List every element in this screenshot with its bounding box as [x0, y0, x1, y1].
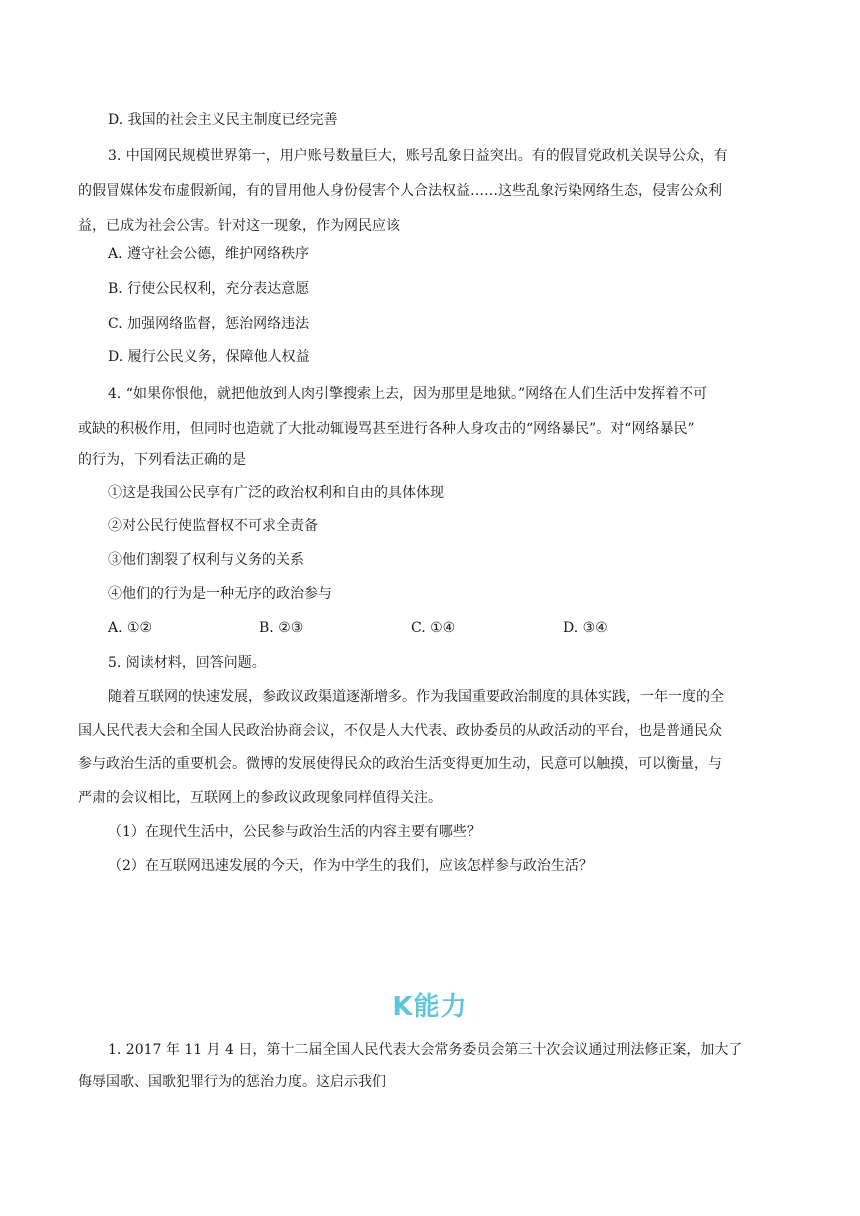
section-title: K能力 [392, 992, 468, 1022]
q3-stem-line: 3. 中国网民规模世界第一，用户账号数量巨大，账号乱象日益突出。有的假冒党政机关误导公众，有 [108, 148, 728, 164]
q3-option-d: D. 履行公民义务，保障他人权益 [108, 349, 310, 365]
k1-stem-line: 侮辱国歌、国歌犯罪行为的惩治力度。这启示我们 [78, 1074, 386, 1090]
q4-option-b: B. ②③ [259, 620, 304, 636]
q5-sub-question-2: （2）在互联网迅速发展的今天，作为中学生的我们，应该怎样参与政治生活？ [108, 858, 593, 874]
q3-option-c: C. 加强网络监督，惩治网络违法 [108, 316, 310, 332]
q4-option-d: D. ③④ [563, 620, 608, 636]
q5-sub-question-1: （1）在现代生活中，公民参与政治生活的内容主要有哪些？ [108, 824, 481, 840]
q4-option-c: C. ①④ [411, 620, 456, 636]
q3-option-a: A. 遵守社会公德，维护网络秩序 [108, 246, 310, 262]
q4-statement-2: ②对公民行使监督权不可求全责备 [108, 518, 318, 534]
q3-stem-line: 的假冒媒体发布虚假新闻，有的冒用他人身份侵害个人合法权益……这些乱象污染网络生态，侵害公众利 [78, 183, 722, 199]
q3-option-b: B. 行使公民权利，充分表达意愿 [108, 281, 310, 297]
q4-stem-line: 的行为，下列看法正确的是 [78, 452, 246, 468]
q4-statement-3: ③他们割裂了权利与义务的关系 [108, 552, 304, 568]
q5-material-line: 严肃的会议相比，互联网上的参政议政现象同样值得关注。 [78, 790, 442, 806]
q3-stem-line: 益，已成为社会公害。针对这一现象，作为网民应该 [78, 218, 400, 234]
q5-material-line: 国人民代表大会和全国人民政治协商会议，不仅是人大代表、政协委员的从政活动的平台，也是普通民众 [78, 723, 722, 739]
q5-material-line: 随着互联网的快速发展，参政议政渠道逐渐增多。作为我国重要政治制度的具体实践，一年一度的全 [108, 689, 724, 705]
q4-statement-1: ①这是我国公民享有广泛的政治权利和自由的具体体现 [108, 485, 444, 501]
option-d-text: D. 我国的社会主义民主制度已经完善 [108, 112, 338, 128]
q4-option-a: A. ①② [108, 620, 153, 636]
q5-material-line: 参与政治生活的重要机会。微博的发展使得民众的政治生活变得更加生动，民意可以触摸，可以衡量，与 [78, 756, 722, 772]
q4-stem-line: 4. “如果你恨他，就把他放到人肉引擎搜索上去，因为那里是地狱。”网络在人们生活中发挥着不可 [108, 386, 708, 402]
q4-stem-line: 或缺的积极作用，但同时也造就了大批动辄谩骂甚至进行各种人身攻击的“网络暴民”。对“网络暴民” [78, 421, 695, 437]
k1-stem-line: 1. 2017 年 11 月 4 日，第十二届全国人民代表大会常务委员会第三十次会议通过刑法修正案，加大了 [108, 1042, 743, 1058]
q4-statement-4: ④他们的行为是一种无序的政治参与 [108, 586, 332, 602]
q5-stem: 5. 阅读材料，回答问题。 [108, 655, 266, 671]
